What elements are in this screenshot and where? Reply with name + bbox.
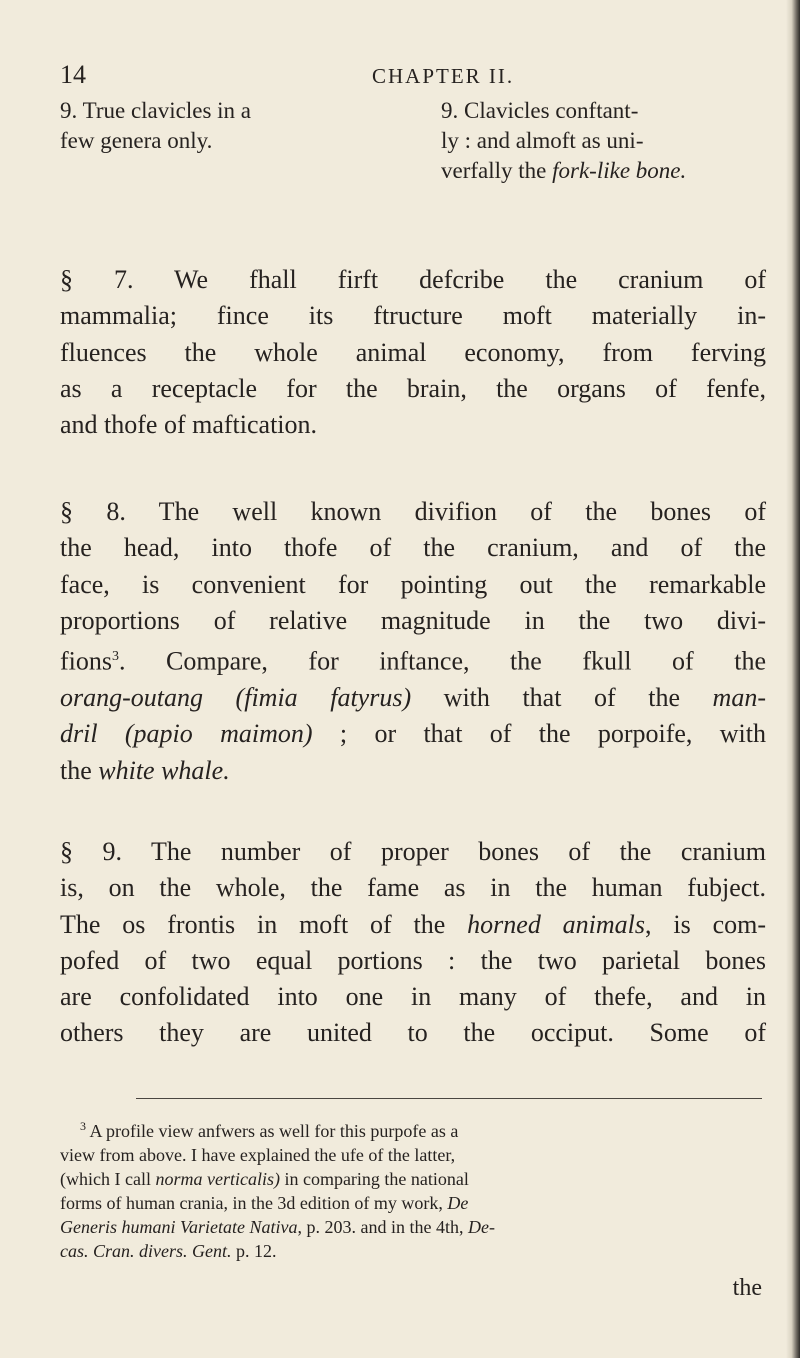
italic-term: fork-like bone. [552,158,687,183]
footnote-line [60,1167,766,1191]
italic-term: norma verticalis) [155,1169,280,1189]
left-column-note [60,96,260,156]
text-line: is, on the whole, the fame as in the human fubject. [60,873,766,903]
text-line: § 8. The well known divifion of the bones of [60,497,766,526]
italic-term: horned animals [467,909,646,939]
italic-term: orang-outang (fimia fatyrus) [60,683,412,713]
text-line: mammalia; fince its ftructure moft materially in- [60,301,766,331]
text-line [60,639,766,680]
text-run: (which I call [60,1169,156,1189]
footnote-line: view from above. I have explained the ufe of the latter, [60,1145,456,1165]
footnote-reference: 3 [112,649,119,665]
text-line: are confolidated into one in many of thefe, and in [60,982,766,1012]
text-line: fluences the whole animal economy, from ferving [60,337,766,367]
text-line [60,716,766,752]
paragraph-8 [60,494,766,789]
text-run: A profile view anfwers as well for this purpofe as a [86,1121,459,1141]
paragraph-9 [60,834,766,1052]
italic-term: Generis humani Varietate Nativa [60,1217,298,1237]
footnote-line [60,1215,766,1239]
page-header [0,60,800,96]
text-line [60,907,766,943]
text-run: The os frontis in moft of the [60,909,468,939]
italic-term: dril (papio maimon) [60,719,313,749]
paragraph-7 [60,262,766,443]
footnote-line [60,1114,766,1143]
text-line: as a receptacle for the brain, the organs of fenfe, [60,373,766,403]
text-run: the [60,755,99,785]
italic-term: De- [467,1217,495,1237]
footnote-line [60,1239,766,1263]
text-run: p. 12. [231,1241,277,1261]
italic-term: man- [712,683,766,713]
left-column-line: few genera only. [60,128,213,153]
text-line: others they are united to the occiput. Some of [60,1018,766,1048]
text-line [60,753,766,789]
text-line: proportions of relative magnitude in the two divi- [60,605,766,635]
italic-term: cas. Cran. divers. Gent. [60,1241,232,1261]
text-run: in comparing the national [279,1169,469,1189]
page-edge-shadow [786,0,800,1358]
footnote-marker: 3 [80,1119,86,1133]
running-head: CHAPTER II. [372,64,515,88]
left-column-line: 9. True clavicles in a [60,98,251,123]
footnote-line [60,1191,766,1215]
text-line: face, is convenient for pointing out the remarkable [60,569,766,599]
text-line [60,680,766,716]
text-run: fions [60,646,112,676]
right-column-line: ly : and almoft as uni- [441,128,644,153]
right-column-line: 9. Clavicles conftant- [441,98,639,123]
italic-term: white whale. [98,755,230,785]
footnote [60,1114,766,1263]
right-column-note [441,96,761,186]
text-line: § 7. We fhall firft defcribe the cranium of [60,265,766,294]
text-run: . Compare, for inftance, the fkull of the [119,646,766,676]
text-run: , p. 203. and in the 4th, [297,1217,468,1237]
text-run: ; or that of the porpoife, with [312,719,766,749]
text-line: and thofe of maftication. [60,410,318,440]
text-line: the head, into thofe of the cranium, and of the [60,533,766,563]
text-run: with that of the [411,683,713,713]
text-run: , is com- [645,909,766,939]
text-line: pofed of two equal portions : the two parietal bones [60,945,766,975]
page-number: 14 [60,60,86,89]
right-column-line [441,156,761,186]
footnote-divider [136,1098,762,1099]
catchword: the [732,1275,762,1301]
text-run: forms of human crania, in the 3d edition of my work, [60,1193,448,1213]
text-line: § 9. The number of proper bones of the cranium [60,837,766,866]
italic-term: De [447,1193,469,1213]
text-run: verfally the [441,158,553,183]
